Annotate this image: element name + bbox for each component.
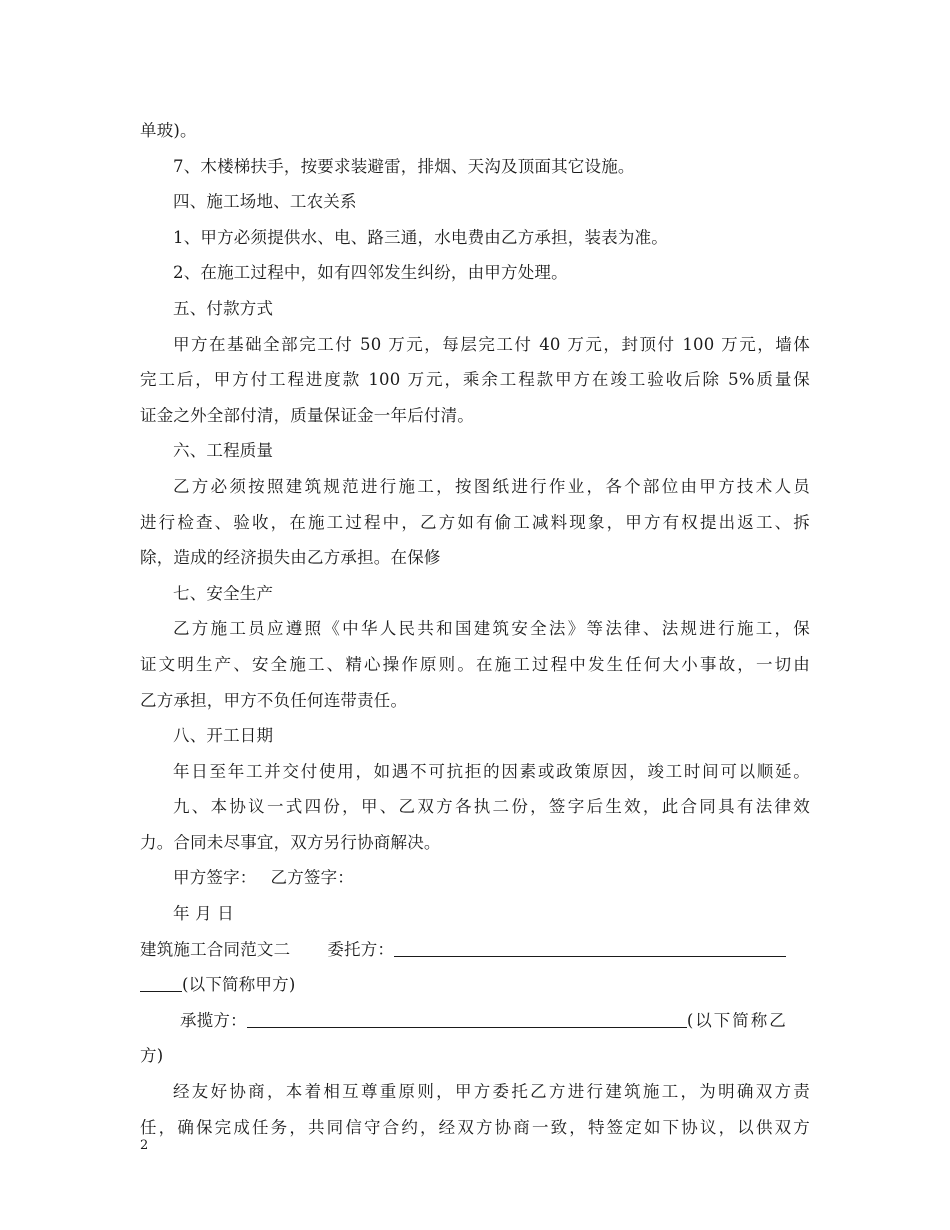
text-line: 乙方必须按照建筑规范进行施工，按图纸进行作业，各个部位由甲方技术人员 <box>173 476 810 496</box>
text-line: 完工后，甲方付工程进度款 100 万元，乘余工程款甲方在竣工验收后除 5%质量保 <box>140 370 810 390</box>
client-name-blank <box>394 934 786 957</box>
client-line <box>140 932 810 968</box>
party-b-signature-label: 乙方签字： <box>270 868 354 888</box>
text-line: 任，确保完成任务，共同信守合约，经双方协商一致，特签定如下协议，以供双方 <box>140 1117 810 1137</box>
section-heading: 八、开工日期 <box>173 726 274 746</box>
section-heading: 四、施工场地、工农关系 <box>173 192 357 212</box>
section-heading: 六、工程质量 <box>173 441 274 461</box>
text-line: 年日至年工并交付使用，如遇不可抗拒的因素或政策原因，竣工时间可以顺延。 <box>173 761 810 781</box>
text-line: 证金之外全部付清，质量保证金一年后付清。 <box>140 405 474 425</box>
text-line: 7、木楼梯扶手，按要求装避雷，排烟、天沟及顶面其它设施。 <box>173 156 635 176</box>
text-line: 经友好协商，本着相互尊重原则，甲方委托乙方进行建筑施工，为明确双方责 <box>173 1082 810 1102</box>
contractor-label: 承揽方： <box>180 1010 247 1030</box>
text-line: 甲方在基础全部完工付 50 万元，每层完工付 40 万元，封顶付 100 万元，墙体 <box>173 334 810 354</box>
text-line: 乙方承担，甲方不负任何连带责任。 <box>140 690 408 710</box>
contractor-alias: (以下简称乙 <box>686 1010 788 1030</box>
page-number: 2 <box>140 1138 149 1153</box>
client-label: 委托方： <box>327 939 395 959</box>
text-line: 乙方施工员应遵照《中华人民共和国建筑安全法》等法律、法规进行施工，保 <box>173 619 810 639</box>
client-line-continued <box>140 967 810 1003</box>
client-name-blank-continued <box>140 969 182 992</box>
contractor-name-blank <box>247 1005 687 1028</box>
client-alias: (以下简称甲方) <box>182 975 296 995</box>
document-subtitle: 建筑施工合同范文二 <box>140 939 291 959</box>
text-line: 证文明生产、安全施工、精心操作原则。在施工过程中发生任何大小事故，一切由 <box>140 654 810 674</box>
text-line: 单玻)。 <box>140 121 197 140</box>
text-line: 除，造成的经济损失由乙方承担。在保修 <box>140 548 441 568</box>
date-line: 年 月 日 <box>173 904 234 924</box>
text-line: 九、本协议一式四份，甲、乙双方各执二份，签字后生效，此合同具有法律效 <box>173 797 810 817</box>
text-line: 进行检查、验收，在施工过程中，乙方如有偷工减料现象，甲方有权提出返工、拆 <box>140 512 810 532</box>
text-line: 方) <box>140 1046 164 1066</box>
text-line: 2、在施工过程中，如有四邻发生纠纷，由甲方处理。 <box>173 263 568 283</box>
signature-line <box>140 860 810 896</box>
section-heading: 七、安全生产 <box>173 583 274 603</box>
text-line: 1、甲方必须提供水、电、路三通，水电费由乙方承担，装表为准。 <box>173 227 668 247</box>
text-line: 力。合同未尽事宜，双方另行协商解决。 <box>140 832 441 852</box>
contractor-line <box>140 1003 810 1039</box>
document-body <box>140 113 810 1145</box>
section-heading: 五、付款方式 <box>173 298 274 318</box>
party-a-signature-label: 甲方签字： <box>173 868 257 888</box>
